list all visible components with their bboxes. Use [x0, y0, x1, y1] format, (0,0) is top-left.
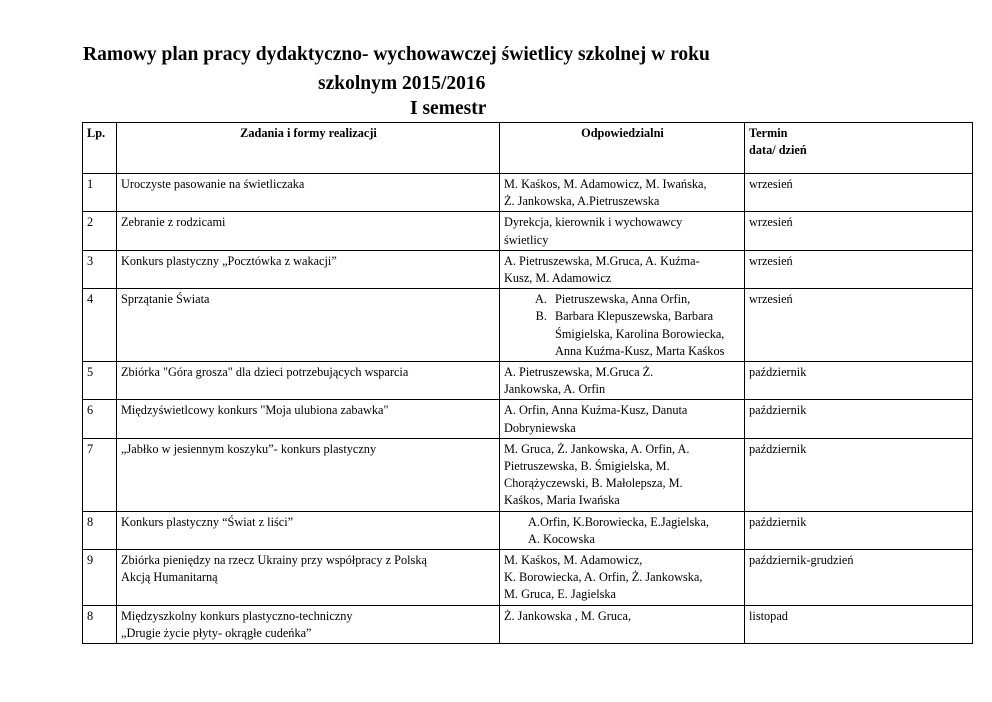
row-lp: 1	[83, 174, 117, 212]
row-task: Konkurs plastyczny „Pocztówka z wakacji”	[117, 250, 500, 288]
row-lp: 8	[83, 511, 117, 549]
header-term: Termin data/ dzień	[745, 123, 973, 174]
row-lp: 4	[83, 289, 117, 362]
document-subtitle-semester: I semestr	[410, 98, 487, 119]
row-task: Zbiórka pieniędzy na rzecz Ukrainy przy współpracy z Polską Akcją Humanitarną	[117, 550, 500, 606]
row-responsible: A.Orfin, K.Borowiecka, E.Jagielska, A. Kocowska	[500, 511, 745, 549]
table-row	[83, 438, 973, 511]
document-title-line-1: Ramowy plan pracy dydaktyczno- wychowawczej świetlicy szkolnej w roku	[83, 44, 710, 65]
row-term: październik	[745, 362, 973, 400]
table-row	[83, 212, 973, 250]
table-row	[83, 362, 973, 400]
row-lp: 9	[83, 550, 117, 606]
row-lp: 7	[83, 438, 117, 511]
row-lp: 8	[83, 605, 117, 643]
row-task: Zebranie z rodzicami	[117, 212, 500, 250]
table-row	[83, 400, 973, 438]
row-term: wrzesień	[745, 212, 973, 250]
responsible-list	[504, 291, 741, 360]
row-responsible	[500, 289, 745, 362]
row-responsible: Ż. Jankowska , M. Gruca,	[500, 605, 745, 643]
row-task: Międzyszkolny konkurs plastyczno-techniczny „Drugie życie płyty- okrągłe cudeńka”	[117, 605, 500, 643]
row-task: Sprzątanie Świata	[117, 289, 500, 362]
row-task: Międzyświetlcowy konkurs "Moja ulubiona zabawka"	[117, 400, 500, 438]
list-item: B. Barbara Klepuszewska, Barbara Śmigielska, Karolina Borowiecka, Anna Kuźma-Kusz, Marta Kaśkos	[550, 308, 741, 360]
row-lp: 6	[83, 400, 117, 438]
row-responsible: A. Orfin, Anna Kuźma-Kusz, Danuta Dobryniewska	[500, 400, 745, 438]
header-lp: Lp.	[83, 123, 117, 174]
row-lp: 5	[83, 362, 117, 400]
row-responsible: A. Pietruszewska, M.Gruca, A. Kuźma- Kusz, M. Adamowicz	[500, 250, 745, 288]
row-responsible: M. Gruca, Ż. Jankowska, A. Orfin, A. Pietruszewska, B. Śmigielska, M. Chorążyczewski, B. Małolepsza, M. Kaśkos, Maria Iwańska	[500, 438, 745, 511]
row-responsible: M. Kaśkos, M. Adamowicz, K. Borowiecka, A. Orfin, Ż. Jankowska, M. Gruca, E. Jagielska	[500, 550, 745, 606]
header-responsible: Odpowiedzialni	[500, 123, 745, 174]
row-term: wrzesień	[745, 174, 973, 212]
row-term: październik	[745, 400, 973, 438]
row-task: Zbiórka "Góra grosza" dla dzieci potrzebujących wsparcia	[117, 362, 500, 400]
row-responsible: M. Kaśkos, M. Adamowicz, M. Iwańska, Ż. Jankowska, A.Pietruszewska	[500, 174, 745, 212]
row-term: październik-grudzień	[745, 550, 973, 606]
table-row	[83, 550, 973, 606]
row-responsible: Dyrekcja, kierownik i wychowawcy świetlicy	[500, 212, 745, 250]
table-row	[83, 605, 973, 643]
table-row	[83, 511, 973, 549]
list-item: A. Pietruszewska, Anna Orfin,	[550, 291, 741, 308]
row-term: wrzesień	[745, 250, 973, 288]
row-term: listopad	[745, 605, 973, 643]
table-row	[83, 289, 973, 362]
row-task: Konkurs plastyczny “Świat z liści”	[117, 511, 500, 549]
table-header-row	[83, 123, 973, 174]
header-task: Zadania i formy realizacji	[117, 123, 500, 174]
row-lp: 3	[83, 250, 117, 288]
table-row	[83, 250, 973, 288]
document-title-line-2: szkolnym 2015/2016	[318, 73, 486, 94]
plan-table	[82, 122, 973, 644]
row-term: październik	[745, 438, 973, 511]
row-responsible: A. Pietruszewska, M.Gruca Ż. Jankowska, A. Orfin	[500, 362, 745, 400]
row-task: Uroczyste pasowanie na świetliczaka	[117, 174, 500, 212]
row-lp: 2	[83, 212, 117, 250]
row-term: wrzesień	[745, 289, 973, 362]
row-task: „Jabłko w jesiennym koszyku”- konkurs plastyczny	[117, 438, 500, 511]
row-term: październik	[745, 511, 973, 549]
table-row	[83, 174, 973, 212]
